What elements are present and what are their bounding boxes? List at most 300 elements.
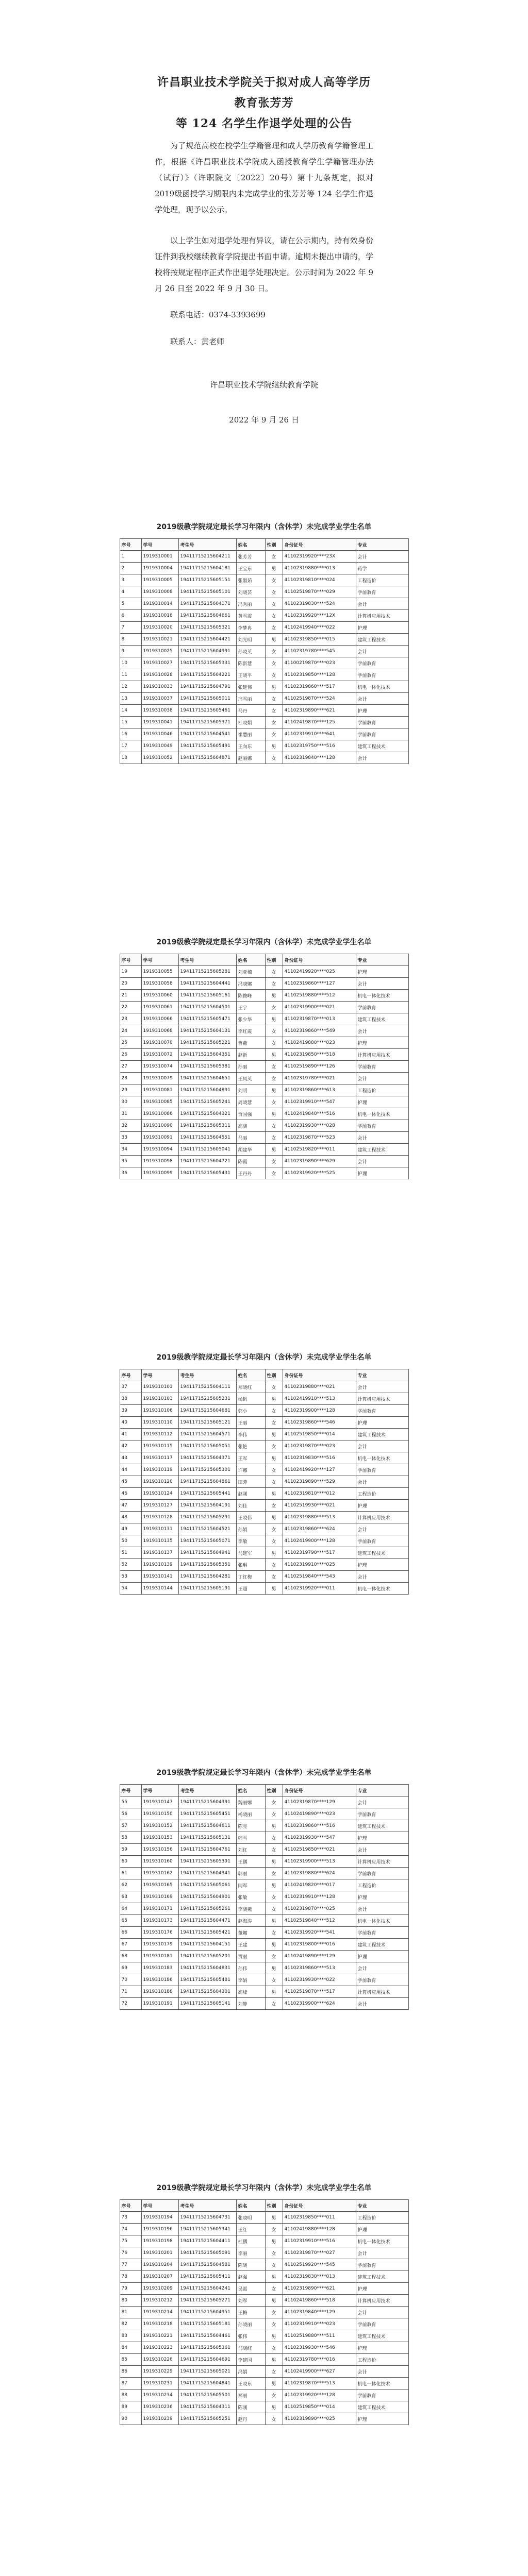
- table-cell: 女: [265, 728, 283, 740]
- table-cell: 女: [265, 1868, 283, 1879]
- column-header: 姓名: [236, 539, 265, 551]
- table-cell: 女: [265, 1500, 283, 1512]
- table-cell: 闫军: [236, 1879, 265, 1891]
- table-cell: 王向东: [236, 740, 265, 752]
- table-cell: 19411715215605181: [178, 2318, 236, 2330]
- table-cell: 19411715215605021: [178, 2366, 236, 2378]
- table-cell: 1919310038: [141, 705, 178, 717]
- table-cell: 王军: [236, 1452, 265, 1464]
- table-cell: 1919310106: [141, 1405, 178, 1417]
- table-cell: 男: [265, 681, 283, 693]
- table-cell: 学前教育: [356, 1120, 408, 1132]
- table-cell: 女: [265, 1571, 283, 1583]
- table-cell: 会计: [356, 752, 408, 764]
- table-cell: 21: [120, 990, 141, 1002]
- table-cell: 学前教育: [356, 2389, 408, 2401]
- table-cell: 女: [265, 1903, 283, 1915]
- table-cell: 李丽: [236, 2247, 265, 2259]
- table-title: 2019级教学院规定最长学习年限内（含休学）未完成学业学生名单: [156, 2184, 372, 2192]
- column-header: 姓名: [236, 2200, 265, 2212]
- table-cell: 41102519850****021: [283, 1844, 356, 1856]
- table-cell: 王红: [236, 2224, 265, 2235]
- table-cell: 19411715215605341: [178, 2224, 236, 2235]
- table-cell: 87: [120, 2378, 141, 2389]
- column-header: 身份证号: [283, 1785, 356, 1797]
- student-table: [120, 2199, 409, 2425]
- table-cell: 41102319920****011: [283, 1583, 356, 1595]
- table-cell: 1919310229: [141, 2366, 178, 2378]
- table-cell: 19411715215605051: [178, 1440, 236, 1452]
- table-cell: 冯晓娜: [236, 978, 265, 990]
- table-cell: 41102319780****021: [283, 1073, 356, 1084]
- table-cell: 19411715215604551: [178, 1132, 236, 1144]
- table-cell: 41102319880****624: [283, 1868, 356, 1879]
- table-cell: 24: [120, 1025, 141, 1037]
- table-cell: 女: [265, 1891, 283, 1903]
- table-row: [120, 1464, 408, 1476]
- table-cell: 41102319860****546: [283, 1417, 356, 1429]
- table-cell: 41102519870****029: [283, 586, 356, 598]
- table-cell: 刘红: [236, 1844, 265, 1856]
- table-cell: 护理: [356, 1951, 408, 1962]
- table-cell: 41102319910****547: [283, 1096, 356, 1108]
- table-cell: 机电一体化技术: [356, 1583, 408, 1595]
- table-cell: 女: [265, 978, 283, 990]
- table-cell: 机电一体化技术: [356, 2235, 408, 2247]
- table-cell: 张淑茹: [236, 574, 265, 586]
- table-cell: 19411715215604181: [178, 563, 236, 574]
- table-cell: 会计: [356, 1797, 408, 1808]
- table-cell: 建筑工程技术: [356, 1144, 408, 1156]
- table-cell: 18: [120, 752, 141, 764]
- table-page: [0, 928, 528, 1343]
- table-cell: 41102419890****129: [283, 1951, 356, 1962]
- table-cell: 19411715215604941: [178, 1547, 236, 1559]
- table-cell: 41102519840****543: [283, 1571, 356, 1583]
- table-cell: 19411715215605241: [178, 1096, 236, 1108]
- table-cell: 41102319870****027: [283, 2247, 356, 2259]
- column-header: 学号: [141, 954, 178, 966]
- table-cell: 15: [120, 717, 141, 728]
- notice-header: [0, 0, 528, 505]
- table-cell: 机电一体化技术: [356, 1915, 408, 1927]
- table-cell: 19411715215604301: [178, 1986, 236, 1998]
- table-cell: 46: [120, 1488, 141, 1500]
- table-cell: 5: [120, 598, 141, 610]
- table-cell: 1919310226: [141, 2354, 178, 2366]
- table-cell: 33: [120, 1132, 141, 1144]
- table-cell: 19411715215605121: [178, 1417, 236, 1429]
- table-cell: 1919310068: [141, 1025, 178, 1037]
- table-cell: 计算机应用技术: [356, 1986, 408, 1998]
- table-cell: 护理: [356, 1559, 408, 1571]
- table-cell: 1919310070: [141, 1037, 178, 1049]
- table-cell: 19411715215604691: [178, 2354, 236, 2366]
- table-cell: 女: [265, 1405, 283, 1417]
- table-cell: 1919310141: [141, 1571, 178, 1583]
- table-row: [120, 586, 408, 598]
- table-cell: 83: [120, 2330, 141, 2342]
- student-table: [120, 954, 409, 1179]
- table-cell: 1919310066: [141, 1013, 178, 1025]
- table-cell: 41102519880****512: [283, 990, 356, 1002]
- table-cell: 1919310137: [141, 1547, 178, 1559]
- table-cell: 79: [120, 2283, 141, 2295]
- table-cell: 1919310128: [141, 1512, 178, 1523]
- table-cell: 建筑工程技术: [356, 2401, 408, 2413]
- table-cell: 学前教育: [356, 1974, 408, 1986]
- table-cell: 74: [120, 2224, 141, 2235]
- table-cell: 19411715215605221: [178, 1037, 236, 1049]
- table-cell: 女: [265, 1002, 283, 1013]
- table-title: 2019级教学院规定最长学习年限内（含休学）未完成学业学生名单: [156, 1353, 372, 1362]
- table-cell: 41102419860****518: [283, 2295, 356, 2307]
- table-row: [120, 2330, 408, 2342]
- table-cell: 29: [120, 1084, 141, 1096]
- table-row: [120, 1108, 408, 1120]
- table-cell: 王宝东: [236, 563, 265, 574]
- table-cell: 女: [265, 1559, 283, 1571]
- table-cell: 41102319810****012: [283, 1488, 356, 1500]
- table-cell: 41102419890****023: [283, 1808, 356, 1820]
- table-cell: 6: [120, 610, 141, 622]
- column-header: 姓名: [236, 1369, 265, 1381]
- table-row: [120, 1891, 408, 1903]
- table-cell: 机电一体化技术: [356, 681, 408, 693]
- table-cell: 41102319880****013: [283, 563, 356, 574]
- table-row: [120, 2342, 408, 2354]
- table-row: [120, 1096, 408, 1108]
- table-cell: 41102319830****013: [283, 2271, 356, 2283]
- column-header: 姓名: [236, 954, 265, 966]
- table-cell: 1919310218: [141, 2318, 178, 2330]
- table-cell: 41102419920****025: [283, 966, 356, 978]
- table-cell: 女: [265, 1096, 283, 1108]
- table-cell: 19411715215604581: [178, 2259, 236, 2271]
- table-cell: 13: [120, 693, 141, 705]
- table-cell: 19411715215604571: [178, 1429, 236, 1440]
- table-cell: 女: [265, 2318, 283, 2330]
- table-cell: 工程造价: [356, 1879, 408, 1891]
- table-cell: 男: [265, 1429, 283, 1440]
- table-cell: 女: [265, 1832, 283, 1844]
- table-cell: 41102319890****529: [283, 1476, 356, 1488]
- table-title: 2019级教学院规定最长学习年限内（含休学）未完成学业学生名单: [156, 938, 372, 946]
- table-row: [120, 551, 408, 563]
- table-cell: 1919310094: [141, 1144, 178, 1156]
- column-header: 专业: [356, 539, 408, 551]
- table-cell: 41102319870****023: [283, 1440, 356, 1452]
- table-row: [120, 693, 408, 705]
- table-cell: 机电一体化技术: [356, 990, 408, 1002]
- table-cell: 82: [120, 2318, 141, 2330]
- table-row: [120, 1381, 408, 1393]
- table-cell: 1919310085: [141, 1096, 178, 1108]
- table-cell: 9: [120, 646, 141, 657]
- table-cell: 杨晓丽: [236, 1808, 265, 1820]
- table-cell: 41102419900****128: [283, 1535, 356, 1547]
- table-cell: 41102419910****513: [283, 1393, 356, 1405]
- table-row: [120, 1832, 408, 1844]
- table-cell: 男: [265, 1962, 283, 1974]
- table-cell: 李红霞: [236, 1025, 265, 1037]
- table-cell: 61: [120, 1868, 141, 1879]
- table-row: [120, 1144, 408, 1156]
- table-cell: 1919310183: [141, 1962, 178, 1974]
- table-header-row: [120, 2200, 408, 2212]
- table-cell: 62: [120, 1879, 141, 1891]
- table-cell: 建筑工程技术: [356, 1820, 408, 1832]
- table-row: [120, 1167, 408, 1179]
- table-cell: 19411715215604131: [178, 1025, 236, 1037]
- table-row: [120, 728, 408, 740]
- table-cell: 郭小: [236, 1405, 265, 1417]
- table-cell: 女: [265, 2366, 283, 2378]
- table-cell: 19411715215605161: [178, 990, 236, 1002]
- table-cell: 40: [120, 1417, 141, 1429]
- table-cell: 1919310014: [141, 598, 178, 610]
- table-cell: 学前教育: [356, 717, 408, 728]
- table-row: [120, 2413, 408, 2425]
- table-cell: 女: [265, 752, 283, 764]
- table-cell: 80: [120, 2295, 141, 2307]
- table-row: [120, 1417, 408, 1429]
- table-cell: 王丹丹: [236, 1167, 265, 1179]
- table-cell: 会计: [356, 598, 408, 610]
- table-row: [120, 1903, 408, 1915]
- table-cell: 马丹: [236, 705, 265, 717]
- table-cell: 会计: [356, 2247, 408, 2259]
- table-cell: 会计: [356, 1132, 408, 1144]
- table-cell: 计算机应用技术: [356, 1856, 408, 1868]
- table-cell: 1919310025: [141, 646, 178, 657]
- table-cell: 41102319840****128: [283, 752, 356, 764]
- table-cell: 86: [120, 2366, 141, 2378]
- student-table: [120, 538, 409, 764]
- table-cell: 19411715215604731: [178, 2212, 236, 2224]
- table-cell: 护理: [356, 1417, 408, 1429]
- table-cell: 王鹏: [236, 1856, 265, 1868]
- table-row: [120, 1927, 408, 1939]
- table-header-row: [120, 954, 408, 966]
- table-cell: 27: [120, 1061, 141, 1073]
- table-cell: 1919310204: [141, 2259, 178, 2271]
- table-cell: 王丽: [236, 1417, 265, 1429]
- table-cell: 41102319900****624: [283, 1998, 356, 2010]
- table-cell: 41102319920****541: [283, 1927, 356, 1939]
- table-row: [120, 1820, 408, 1832]
- table-cell: 1919310194: [141, 2212, 178, 2224]
- table-cell: 19411715215605091: [178, 2247, 236, 2259]
- table-cell: 41102319930****546: [283, 2342, 356, 2354]
- table-cell: 男: [265, 740, 283, 752]
- table-cell: 1919310156: [141, 1844, 178, 1856]
- table-cell: 19411715215605071: [178, 1535, 236, 1547]
- table-cell: 女: [265, 2389, 283, 2401]
- table-cell: 马晓红: [236, 2342, 265, 2354]
- student-tables: [0, 513, 528, 2576]
- table-cell: 41102319890****025: [283, 2413, 356, 2425]
- table-cell: 1919310212: [141, 2295, 178, 2307]
- table-row: [120, 978, 408, 990]
- table-cell: 41102319780****545: [283, 646, 356, 657]
- table-cell: 女: [265, 1523, 283, 1535]
- table-cell: 19411715215605371: [178, 717, 236, 728]
- table-cell: 1919310021: [141, 634, 178, 646]
- table-cell: 19411715215604761: [178, 1844, 236, 1856]
- table-cell: 会计: [356, 1476, 408, 1488]
- table-cell: 66: [120, 1927, 141, 1939]
- table-row: [120, 610, 408, 622]
- column-header: 身份证号: [283, 1369, 356, 1381]
- table-cell: 75: [120, 2235, 141, 2247]
- column-header: 性别: [265, 539, 283, 551]
- table-row: [120, 740, 408, 752]
- table-cell: 护理: [356, 2342, 408, 2354]
- table-cell: 16: [120, 728, 141, 740]
- table-cell: 杨帆: [236, 1393, 265, 1405]
- table-row: [120, 1393, 408, 1405]
- table-cell: 护理: [356, 1832, 408, 1844]
- table-row: [120, 598, 408, 610]
- table-cell: 男: [265, 1049, 283, 1061]
- table-cell: 77: [120, 2259, 141, 2271]
- table-cell: 护理: [356, 1167, 408, 1179]
- table-cell: 1919310119: [141, 1464, 178, 1476]
- table-cell: 学前教育: [356, 1808, 408, 1820]
- column-header: 姓名: [236, 1785, 265, 1797]
- table-cell: 男: [265, 2235, 283, 2247]
- table-cell: 1919310231: [141, 2378, 178, 2389]
- table-cell: 会计: [356, 1903, 408, 1915]
- table-cell: 41102519870****524: [283, 693, 356, 705]
- table-cell: 李建国: [236, 2354, 265, 2366]
- table-cell: 41102319930****028: [283, 1120, 356, 1132]
- table-cell: 41102319860****549: [283, 1025, 356, 1037]
- table-cell: 男: [265, 1986, 283, 1998]
- table-cell: 19411715215605281: [178, 966, 236, 978]
- table-cell: 1919310037: [141, 693, 178, 705]
- table-cell: 王梅: [236, 2307, 265, 2318]
- table-cell: 男: [265, 1084, 283, 1096]
- table-cell: 1919310165: [141, 1879, 178, 1891]
- table-cell: 王建: [236, 1939, 265, 1951]
- table-page: [0, 2174, 528, 2576]
- table-cell: 1919310124: [141, 1488, 178, 1500]
- table-cell: 孙晓丽: [236, 2318, 265, 2330]
- table-cell: 女: [265, 1440, 283, 1452]
- table-cell: 陈晓: [236, 2259, 265, 2271]
- table-cell: 男: [265, 1108, 283, 1120]
- contact-person: 联系人：黄老师: [170, 337, 225, 346]
- table-row: [120, 634, 408, 646]
- table-cell: 42: [120, 1440, 141, 1452]
- table-cell: 41102319860****517: [283, 681, 356, 693]
- table-row: [120, 1535, 408, 1547]
- table-cell: 63: [120, 1891, 141, 1903]
- table-cell: 1919310160: [141, 1856, 178, 1868]
- table-cell: 88: [120, 2389, 141, 2401]
- table-row: [120, 1156, 408, 1167]
- table-cell: 41102319910****025: [283, 1559, 356, 1571]
- table-cell: 建筑工程技术: [356, 634, 408, 646]
- table-cell: 41102319900****128: [283, 1405, 356, 1417]
- table-cell: 19411715215605471: [178, 1013, 236, 1025]
- table-cell: 41102319850****011: [283, 2212, 356, 2224]
- table-cell: 女: [265, 1951, 283, 1962]
- table-cell: 19411715215605101: [178, 586, 236, 598]
- table-cell: 19411715215605201: [178, 1951, 236, 1962]
- table-cell: 59: [120, 1844, 141, 1856]
- table-cell: 41102319910****641: [283, 728, 356, 740]
- table-cell: 19411715215604831: [178, 1962, 236, 1974]
- table-cell: 12: [120, 681, 141, 693]
- table-cell: 丁红梅: [236, 1571, 265, 1583]
- table-cell: 田芳: [236, 1476, 265, 1488]
- table-cell: 41102319870****013: [283, 1013, 356, 1025]
- table-cell: 19411715215605061: [178, 1879, 236, 1891]
- table-cell: 1919310191: [141, 1998, 178, 2010]
- table-cell: 女: [265, 2247, 283, 2259]
- table-cell: 1919310131: [141, 1523, 178, 1535]
- table-cell: 会计: [356, 2366, 408, 2378]
- table-cell: 1919310198: [141, 2235, 178, 2247]
- table-cell: 1919310061: [141, 1002, 178, 1013]
- table-cell: 女: [265, 622, 283, 634]
- table-cell: 刘亚楠: [236, 966, 265, 978]
- table-cell: 工程造价: [356, 1488, 408, 1500]
- column-header: 序号: [120, 539, 141, 551]
- table-cell: 1919310005: [141, 574, 178, 586]
- table-cell: 女: [265, 1037, 283, 1049]
- table-cell: 张艳: [236, 1440, 265, 1452]
- table-cell: 张晓明: [236, 2212, 265, 2224]
- table-cell: 1919310186: [141, 1974, 178, 1986]
- table-cell: 85: [120, 2354, 141, 2366]
- notice-title-line2: 等 124 名学生作退学处理的公告: [175, 117, 353, 130]
- table-cell: 女: [265, 1797, 283, 1808]
- table-cell: 1919310081: [141, 1084, 178, 1096]
- table-row: [120, 2318, 408, 2330]
- table-cell: 1919310041: [141, 717, 178, 728]
- table-cell: 郑丽: [236, 2389, 265, 2401]
- table-cell: 1919310196: [141, 2224, 178, 2235]
- table-cell: 41102519920****545: [283, 2259, 356, 2271]
- table-header-row: [120, 1785, 408, 1797]
- table-cell: 男: [265, 1547, 283, 1559]
- table-cell: 陈新慧: [236, 657, 265, 669]
- table-cell: 王晓东: [236, 2378, 265, 2389]
- table-cell: 1919310127: [141, 1500, 178, 1512]
- table-cell: 1919310150: [141, 1808, 178, 1820]
- table-cell: 53: [120, 1571, 141, 1583]
- table-cell: 19411715215604871: [178, 752, 236, 764]
- table-cell: 女: [265, 1120, 283, 1132]
- table-cell: 41102319850****128: [283, 669, 356, 681]
- table-cell: 1919310072: [141, 1049, 178, 1061]
- table-cell: 男: [265, 1013, 283, 1025]
- column-header: 专业: [356, 1369, 408, 1381]
- column-header: 性别: [265, 1785, 283, 1797]
- table-cell: 男: [265, 990, 283, 1002]
- table-row: [120, 1879, 408, 1891]
- table-cell: 会计: [356, 1571, 408, 1583]
- table-cell: 女: [265, 1535, 283, 1547]
- table-row: [120, 2271, 408, 2283]
- table-cell: 19411715215604391: [178, 1797, 236, 1808]
- table-cell: 会计: [356, 978, 408, 990]
- table-cell: 1919310058: [141, 978, 178, 990]
